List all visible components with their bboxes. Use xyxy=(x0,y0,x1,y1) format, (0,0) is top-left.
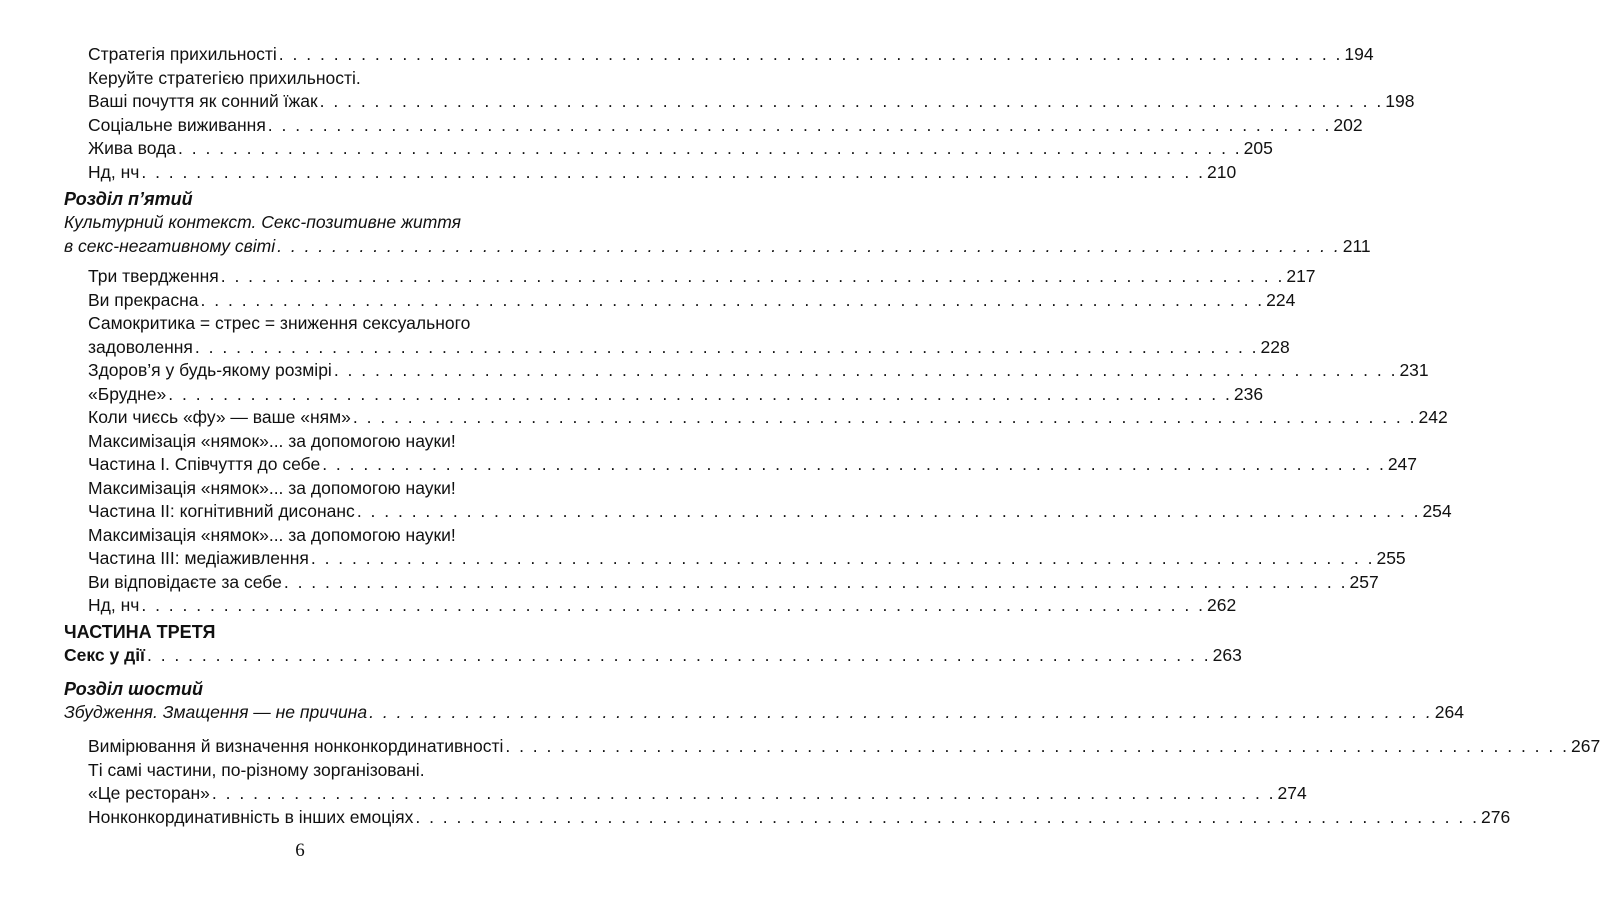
part-title-entry: Секс у дії . . . 263 xyxy=(64,644,584,668)
toc-entry: Нонконкординативність в інших емоціях . . . 276 xyxy=(88,806,608,830)
toc-entry: «Це ресторан» . . . 274 xyxy=(88,782,608,806)
toc-entry: Ви прекрасна . . . 224 xyxy=(88,289,608,313)
chapter-title-entry: Збудження. Змащення — не причина . . . 264 xyxy=(64,701,584,725)
toc-entry: Максимізація «нямок»... за допомогою науки! xyxy=(88,477,456,498)
toc-entry: Ви відповідаєте за себе . . . 257 xyxy=(88,571,608,595)
chapter-title: Культурний контекст. Секс-позитивне життя xyxy=(64,212,462,232)
part-3-heading xyxy=(64,620,1242,668)
toc-entry: Коли чиєсь «фу» — ваше «ням» . . . 242 xyxy=(88,406,608,430)
toc-entry: Ваші почуття як сонний їжак . . . 198 xyxy=(88,90,608,114)
toc-entry: Самокритика = стрес = зниження сексуального xyxy=(88,313,471,333)
part-label: ЧАСТИНА ТРЕТЯ xyxy=(64,622,216,642)
toc-entry: Нд, нч . . . 262 xyxy=(88,594,608,618)
toc-entry: Частина І. Співчуття до себе . . . 247 xyxy=(88,453,608,477)
chapter-title-entry: в секс-негативному світі . . . 211 xyxy=(64,235,584,259)
chapter-5-heading xyxy=(64,187,1371,258)
toc-entry: Частина ІІ: когнітивний дисонанс . . . 254 xyxy=(88,500,608,524)
toc-entry: Керуйте стратегією прихильності. xyxy=(88,67,361,88)
toc-entry: Соціальне виживання . . . 202 xyxy=(88,114,608,138)
toc-entry: Три твердження . . . 217 xyxy=(88,265,608,289)
toc-entry: Максимізація «нямок»... за допомогою науки! xyxy=(88,430,456,451)
toc-entry: Ті самі частини, по-різному зорганізовані. xyxy=(88,759,425,780)
toc-entry: Максимізація «нямок»... за допомогою науки! xyxy=(88,524,456,545)
toc-entry: Частина ІІІ: медіаживлення . . . 255 xyxy=(88,547,608,571)
toc-entry: «Брудне» . . . 236 xyxy=(88,383,608,407)
toc-block-2 xyxy=(64,265,1452,618)
chapter-label: Розділ п’ятий xyxy=(64,189,193,209)
toc-entry: Стратегія прихильності . . . 194 xyxy=(88,43,608,67)
toc-block-3 xyxy=(64,735,1600,829)
chapter-6-heading xyxy=(64,677,1464,725)
toc-entry: Вимірювання й визначення нонконкординативності . . . 267 xyxy=(88,735,608,759)
page-number: 6 xyxy=(295,840,305,861)
toc-entry: задоволення . . . 228 xyxy=(88,336,608,360)
toc-entry: Здоров’я у будь-якому розмірі . . . 231 xyxy=(88,359,608,383)
toc-entry: Жива вода . . . 205 xyxy=(88,137,608,161)
toc-entry: Нд, нч . . . 210 xyxy=(88,161,608,185)
toc-block-1 xyxy=(64,43,1415,184)
chapter-label: Розділ шостий xyxy=(64,679,204,699)
